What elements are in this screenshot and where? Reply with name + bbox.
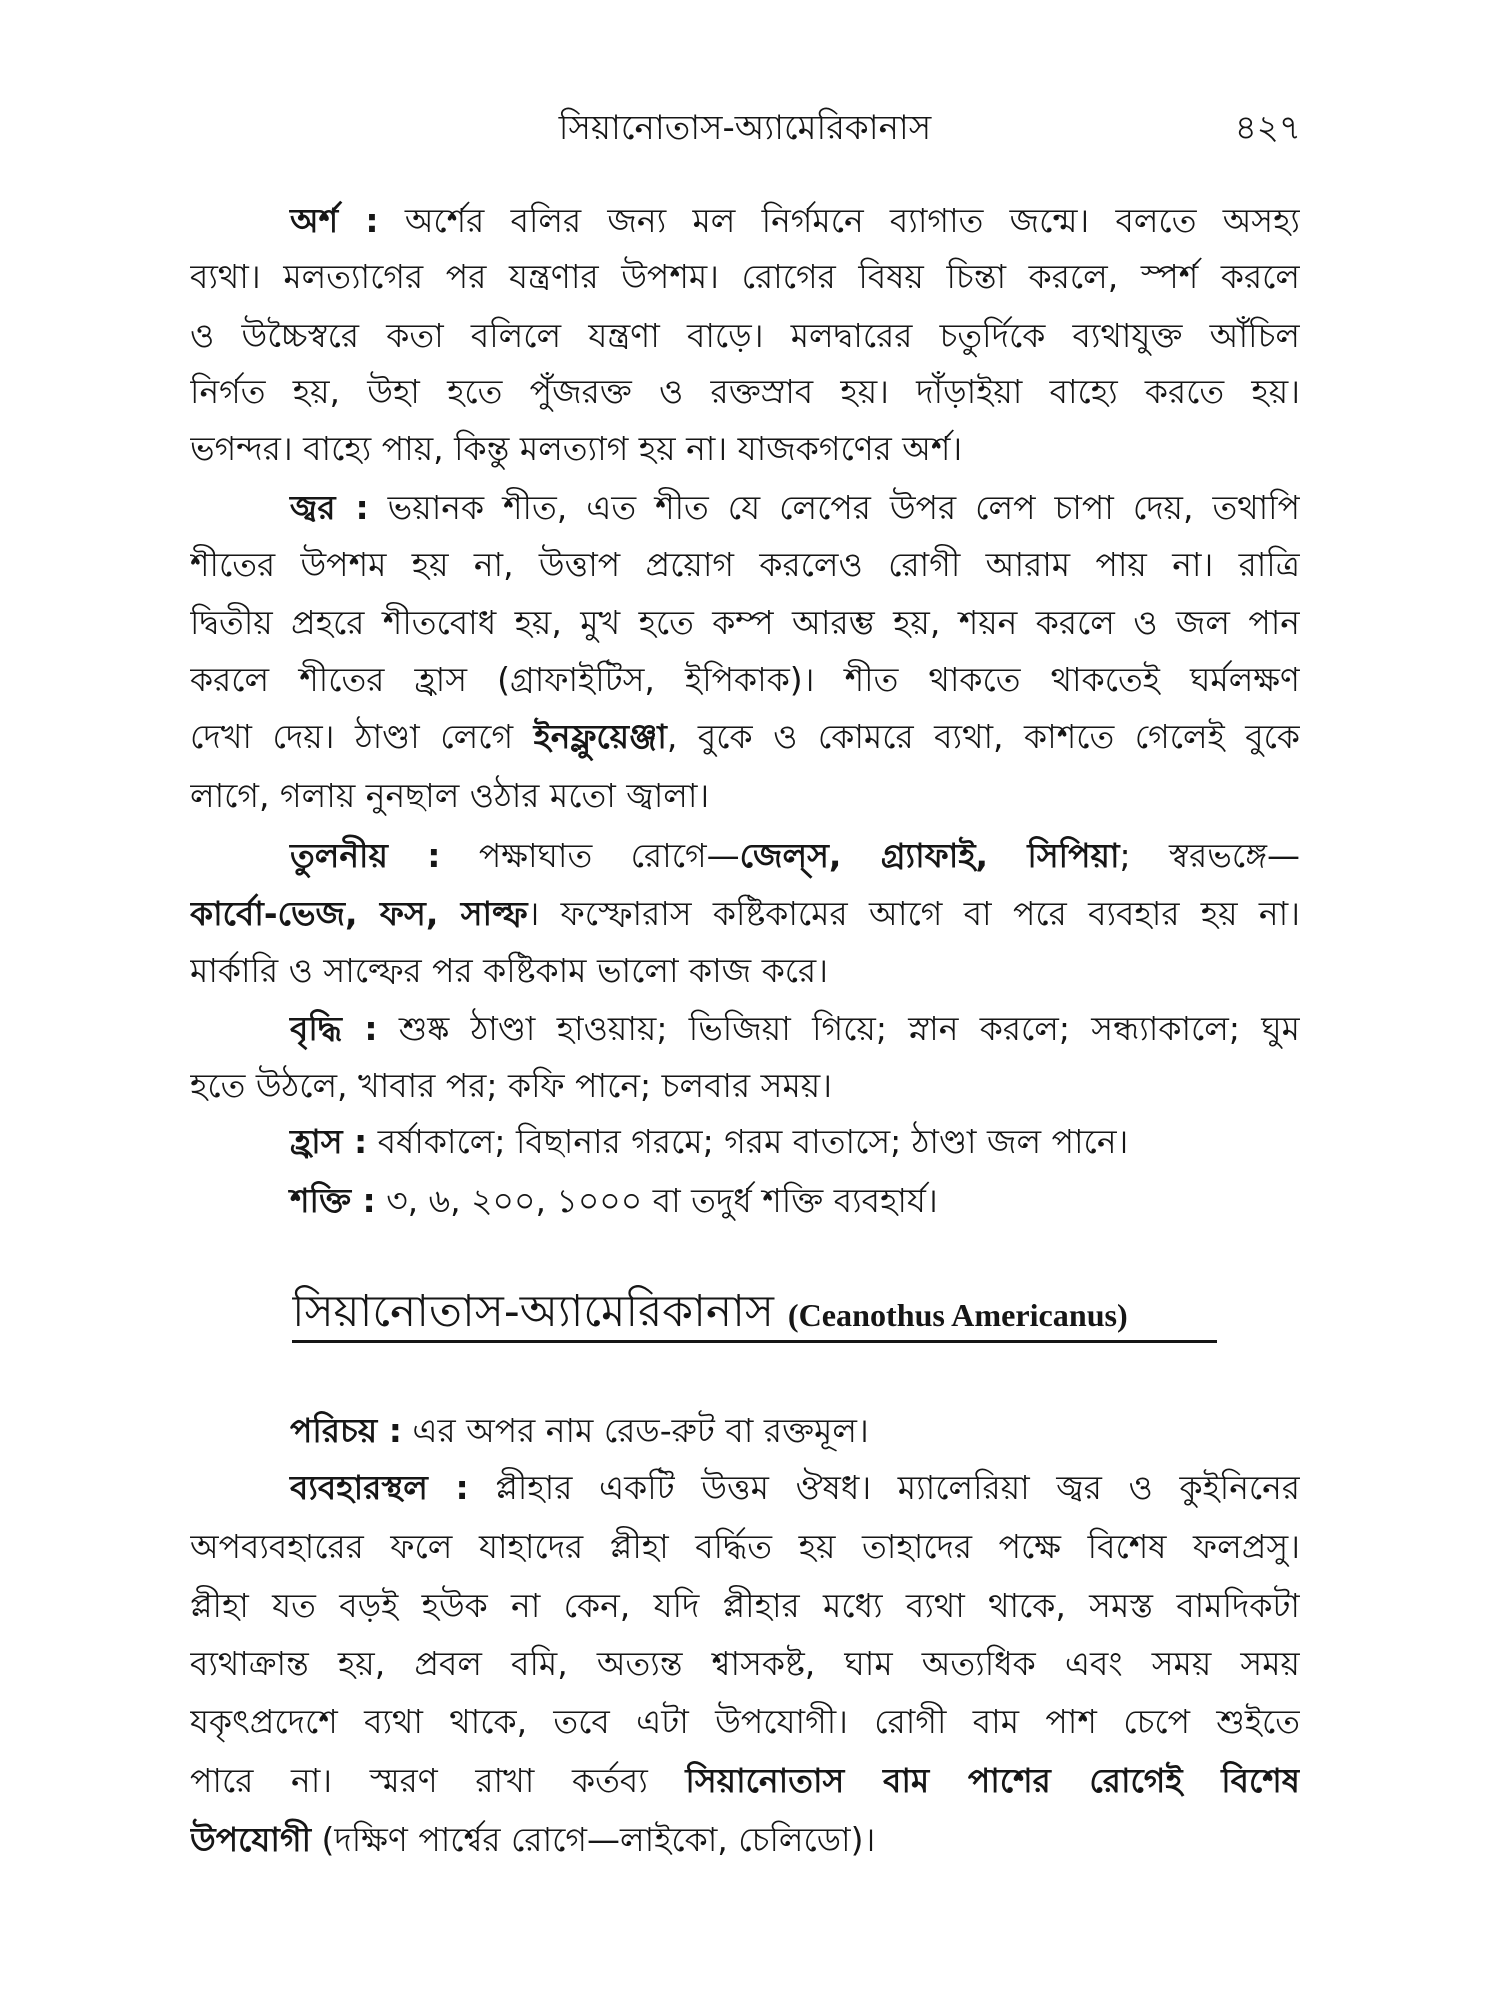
- line-text: হতে উঠলে, খাবার পর; কফি পানে; চলবার সময়।: [190, 1066, 833, 1105]
- line-text: এর অপর নাম রেড-রুট বা রক্তমূল।: [401, 1411, 869, 1450]
- text-line: [190, 942, 1300, 1000]
- line-text: ভগন্দর। বাহ্যে পায়, কিন্তু মলত্যাগ হয় না। যাজকগণের অর্শ।: [190, 429, 963, 468]
- text-line: [190, 1057, 1300, 1115]
- section-label-fever: জ্বর :: [290, 488, 369, 527]
- line-text: শীতের উপশম হয় না, উত্তাপ প্রয়োগ করলেও রোগী আরাম পায় না। রাত্রি: [190, 545, 1300, 584]
- section-label-piles: অর্শ :: [290, 201, 379, 240]
- line-text: প্লীহার একটি উত্তম ঔষধ। ম্যালেরিয়া জ্বর ও কুইনিনের: [468, 1468, 1300, 1507]
- line-text: অপব্যবহারের ফলে যাহাদের প্লীহা বর্দ্ধিত হয় তাহাদের পক্ষে বিশেষ ফলপ্রসু।: [190, 1527, 1300, 1566]
- line-text: ৩, ৬, ২০০, ১০০০ বা তদুর্ধ শক্তি ব্যবহার্য।: [375, 1181, 938, 1220]
- text-line: [190, 1459, 1300, 1517]
- text-line: [190, 1635, 1300, 1693]
- line-text: যকৃৎপ্রদেশে ব্যথা থাকে, তবে এটা উপযোগী। রোগী বাম পাশ চেপে শুইতে: [190, 1702, 1300, 1741]
- line-text: । ফস্ফোরাস কষ্টিকামের আগে বা পরে ব্যবহার হয় না।: [527, 894, 1300, 933]
- line-text: করলে শীতের হ্রাস (গ্রাফাইটিস, ইপিকাক)। শীত থাকতে থাকতেই ঘর্মলক্ষণ: [190, 660, 1300, 699]
- line-text: ব্যথাক্রান্ত হয়, প্রবল বমি, অত্যন্ত শ্বাসকষ্ট, ঘাম অত্যধিক এবং সময় সময়: [190, 1644, 1300, 1683]
- bold-term: সিয়ানোতাস বাম পাশের রোগেই বিশেষ: [685, 1761, 1300, 1800]
- text-line: [190, 307, 1300, 365]
- text-line: [190, 1811, 1300, 1869]
- line-text: শুষ্ক ঠাণ্ডা হাওয়ায়; ভিজিয়া গিয়ে; স্নান করলে; সন্ধ্যাকালে; ঘুম: [377, 1009, 1300, 1048]
- text-line: [190, 767, 1300, 825]
- text-line: [190, 651, 1300, 709]
- bold-term: কার্বো-ভেজ, ফস, সাল্ফ: [190, 894, 528, 933]
- remedy-heading-latin: (Ceanothus Americanus): [787, 1297, 1128, 1333]
- text-line: [190, 594, 1300, 652]
- remedy-heading: [292, 1284, 1217, 1343]
- line-text: ব্যথা। মলত্যাগের পর যন্ত্রণার উপশম। রোগের বিষয় চিন্তা করলে, স্পর্শ করলে: [190, 257, 1300, 296]
- text-line: [190, 248, 1300, 306]
- section-label-potency: শক্তি :: [290, 1181, 376, 1220]
- line-text: দ্বিতীয় প্রহরে শীতবোধ হয়, মুখ হতে কম্প আরম্ভ হয়, শয়ন করলে ও জল পান: [190, 603, 1300, 642]
- section-label-compare: তুলনীয় :: [290, 836, 441, 875]
- text-line: [190, 1113, 1300, 1171]
- text-line: [190, 1000, 1300, 1058]
- text-line: [190, 1752, 1300, 1810]
- line-text: ভয়ানক শীত, এত শীত যে লেপের উপর লেপ চাপা দেয়, তথাপি: [368, 488, 1300, 527]
- line-text: পারে না। স্মরণ রাখা কর্তব্য: [190, 1761, 686, 1800]
- bold-term: উপযোগী: [190, 1820, 312, 1859]
- line-text: , বুকে ও কোমরে ব্যথা, কাশতে গেলেই বুকে: [666, 717, 1300, 756]
- section-label-usage: ব্যবহারস্থল :: [290, 1468, 469, 1507]
- page-number: ৪২৭: [1234, 108, 1301, 148]
- section-label-introduction: পরিচয় :: [290, 1411, 402, 1450]
- line-text: মার্কারি ও সাল্ফের পর কষ্টিকাম ভালো কাজ করে।: [190, 951, 828, 990]
- text-line: [190, 885, 1300, 943]
- text-line: [190, 363, 1300, 421]
- section-label-aggravation: বৃদ্ধি :: [290, 1009, 378, 1048]
- text-line: [190, 479, 1300, 537]
- text-line: [190, 708, 1300, 766]
- bold-term: ইনফ্লুয়েঞ্জা: [533, 717, 667, 756]
- text-line: [190, 1518, 1300, 1576]
- remedy-heading-bengali: সিয়ানোতাস-অ্যামেরিকানাস: [292, 1286, 774, 1337]
- text-line: [190, 1172, 1300, 1230]
- line-text: পক্ষাঘাত রোগে—: [440, 836, 740, 875]
- line-text: বর্ষাকালে; বিছানার গরমে; গরম বাতাসে; ঠাণ্ডা জল পানে।: [367, 1122, 1129, 1161]
- text-line: [190, 536, 1300, 594]
- text-line: [190, 1577, 1300, 1635]
- text-line: [190, 827, 1300, 885]
- line-text: দেখা দেয়। ঠাণ্ডা লেগে: [190, 717, 534, 756]
- text-line: [190, 1693, 1300, 1751]
- text-line: [190, 192, 1300, 250]
- bold-term: জেল্স, গ্র্যাফাই, সিপিয়া: [739, 836, 1120, 875]
- text-line: [190, 1402, 1300, 1460]
- line-text: ও উচ্চৈস্বরে কতা বলিলে যন্ত্রণা বাড়ে। মলদ্বারের চতুর্দিকে ব্যথাযুক্ত আঁচিল: [190, 316, 1300, 355]
- line-text: অর্শের বলির জন্য মল নির্গমনে ব্যাগাত জন্মে। বলতে অসহ্য: [378, 201, 1300, 240]
- line-text: লাগে, গলায় নুনছাল ওঠার মতো জ্বালা।: [190, 776, 710, 815]
- line-text: (দক্ষিণ পার্শ্বের রোগে—লাইকো, চেলিডো)।: [311, 1820, 876, 1859]
- section-label-amelioration: হ্রাস :: [290, 1122, 368, 1161]
- running-head: সিয়ানোতাস-অ্যামেরিকানাস: [558, 108, 932, 148]
- line-text: প্লীহা যত বড়ই হউক না কেন, যদি প্লীহার মধ্যে ব্যথা থাকে, সমস্ত বামদিকটা: [190, 1586, 1300, 1625]
- line-text: ; স্বরভঙ্গে—: [1119, 836, 1300, 875]
- line-text: নির্গত হয়, উহা হতে পুঁজরক্ত ও রক্তস্রাব হয়। দাঁড়াইয়া বাহ্যে করতে হয়।: [190, 372, 1300, 411]
- text-line: [190, 420, 1300, 478]
